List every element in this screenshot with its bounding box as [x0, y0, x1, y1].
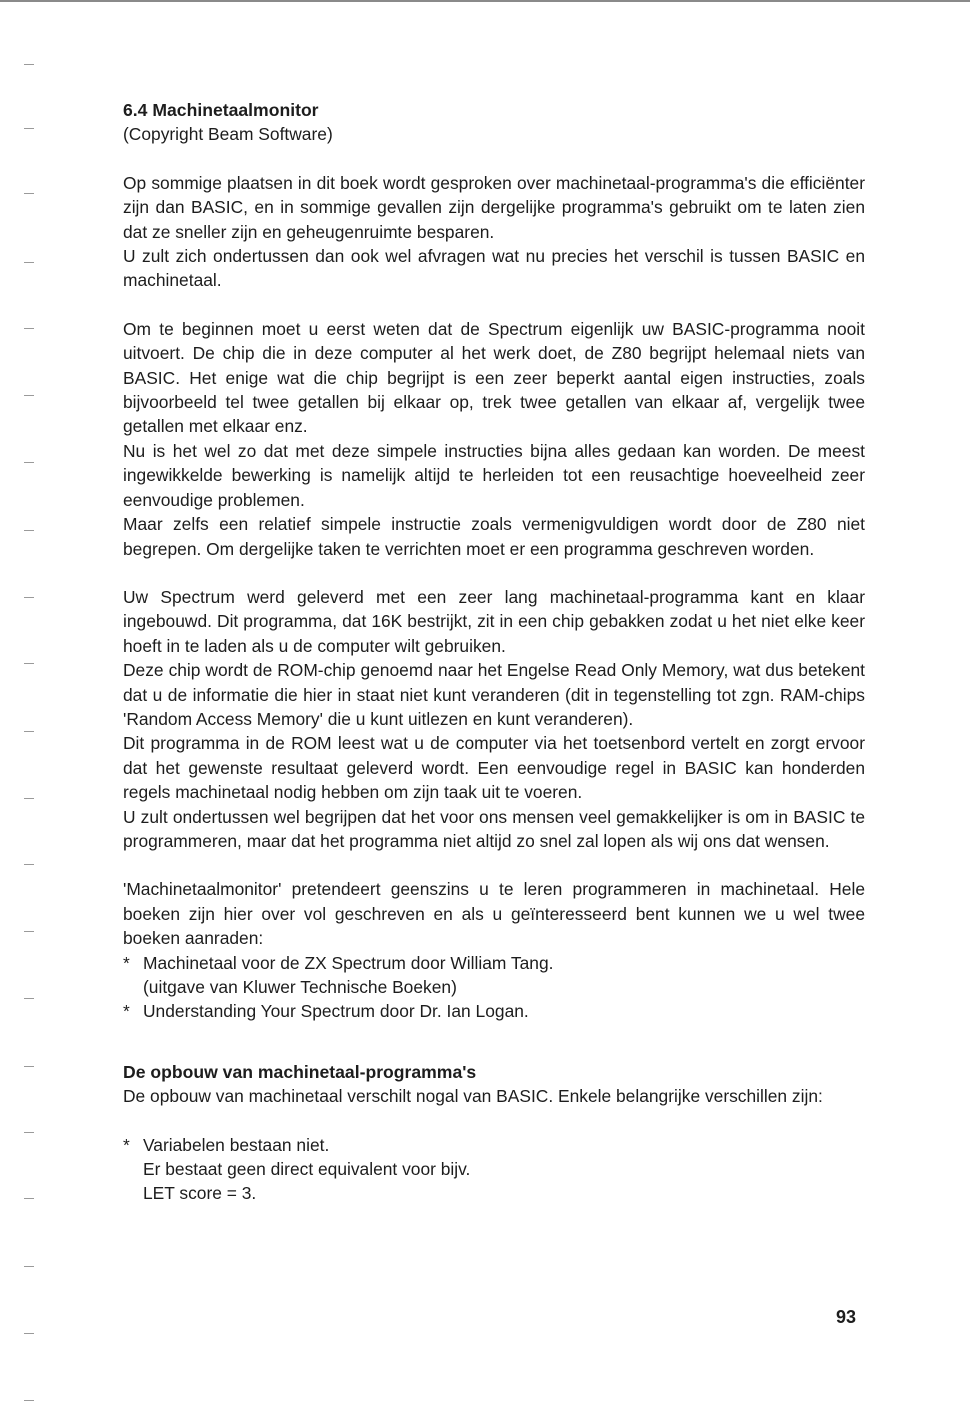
margin-tick [24, 663, 34, 664]
bullet-star: * [123, 1001, 130, 1022]
paragraph: De opbouw van machinetaal verschilt nogal van BASIC. Enkele belangrijke verschillen zijn: [123, 1086, 823, 1107]
paragraph: Uw Spectrum werd geleverd met een zeer lang machinetaal-programma kant en klaar ingebouwd. Dit programma, dat 16K bestrijkt, zit in een chip gebakken zodat u het niet elke keer hoeft in te laden als u de computer wilt gebruiken. [123, 586, 865, 656]
margin-tick [24, 864, 34, 865]
list-item-text: Variabelen bestaan niet. [143, 1134, 330, 1155]
margin-tick [24, 395, 34, 396]
margin-tick [24, 1266, 34, 1267]
subsection-heading: De opbouw van machinetaal-programma's [123, 1061, 477, 1082]
list-item [123, 951, 865, 1000]
list-item-text: LET score = 3. [143, 1183, 257, 1204]
paragraph: Om te beginnen moet u eerst weten dat de Spectrum eigenlijk uw BASIC-programma nooit uitvoert. De chip die in deze computer al het werk doet, de Z80 begrijpt helemaal niets van BASIC. Het enige wat die chip begrijpt is een zeer beperkt aantal eigen instructies, zoals bijvoorbeeld tel twee getallen bij elkaar op, trek twee getallen van elkaar af, vergelijk twee getallen met elkaar enz. [123, 318, 865, 437]
margin-tick [24, 1132, 34, 1133]
paragraph: Nu is het wel zo dat met deze simpele instructies bijna alles gedaan kan worden. De meest ingewikkelde bewerking is namelijk altijd te herleiden tot een reusachtige hoeveelheid zeer eenvoudige problemen. [123, 440, 865, 510]
margin-tick [24, 1066, 34, 1067]
bullet-star: * [123, 952, 130, 973]
margin-tick [24, 462, 34, 463]
margin-tick [24, 998, 34, 999]
margin-tick [24, 931, 34, 932]
page-body [123, 98, 865, 1206]
list-item-text: Understanding Your Spectrum door Dr. Ian Logan. [143, 1001, 529, 1022]
margin-tick [24, 597, 34, 598]
margin-tick [24, 731, 34, 732]
page-number: 93 [836, 1307, 857, 1327]
paragraph: Op sommige plaatsen in dit boek wordt gesproken over machinetaal-programma's die efficiënter zijn dan BASIC, en in sommige gevallen zijn dergelijke programma's gebruikt om te laten zien dat ze sneller zijn en geheugenruimte besparen. [123, 172, 865, 242]
paragraph: 'Machinetaalmonitor' pretendeert geenszins u te leren programmeren in machinetaal. Hele boeken zijn hier over vol geschreven en als u geïnteresseerd bent kunnen we u wel twee boeken aanraden: [123, 879, 865, 949]
bullet-star: * [123, 1134, 130, 1155]
differences-list [123, 1133, 865, 1206]
margin-tick [24, 798, 34, 799]
top-border-rule [0, 0, 970, 2]
margin-tick [24, 64, 34, 65]
margin-tick [24, 1400, 34, 1401]
binding-margin-marks [24, 0, 36, 1421]
paragraph: Deze chip wordt de ROM-chip genoemd naar het Engelse Read Only Memory, wat dus betekent dat u de informatie die hier in staat niet kunt veranderen (dit in tegenstelling tot zgn. RAM-chips 'Random Access Memory' die u kunt uitlezen en kunt veranderen). [123, 660, 865, 729]
paragraph: Maar zelfs een relatief simpele instructie zoals vermenigvuldigen wordt door de Z80 niet begrepen. Om dergelijke taken te verrichten moet er een programma geschreven worden. [123, 514, 865, 559]
section-subtitle: (Copyright Beam Software) [123, 124, 333, 145]
margin-tick [24, 328, 34, 329]
list-item [123, 999, 865, 1023]
list-item-text: (uitgave van Kluwer Technische Boeken) [143, 977, 457, 997]
section-title: 6.4 Machinetaalmonitor [123, 100, 319, 120]
paragraph: U zult ondertussen wel begrijpen dat het voor ons mensen veel gemakkelijker is om in BASIC te programmeren, maar dat het programma niet altijd zo snel zal lopen als wij ons dat wensen. [123, 806, 865, 851]
margin-tick [24, 262, 34, 263]
margin-tick [24, 193, 34, 194]
list-item-text: Machinetaal voor de ZX Spectrum door William Tang. [143, 952, 554, 973]
margin-tick [24, 1333, 34, 1334]
margin-tick [24, 1198, 34, 1199]
list-item-text: Er bestaat geen direct equivalent voor bijv. [143, 1159, 471, 1180]
paragraph: Dit programma in de ROM leest wat u de computer via het toetsenbord vertelt en zorgt ervoor dat het gewenste resultaat geleverd wordt. Een eenvoudige regel in BASIC kan honderden regels machinetaal nodig hebben om zijn taak uit te voeren. [123, 733, 865, 803]
margin-tick [24, 128, 34, 129]
margin-tick [24, 530, 34, 531]
book-list [123, 951, 865, 1024]
paragraph: U zult zich ondertussen dan ook wel afvragen wat nu precies het verschil is tussen BASIC en machinetaal. [123, 246, 865, 291]
list-item [123, 1133, 865, 1206]
